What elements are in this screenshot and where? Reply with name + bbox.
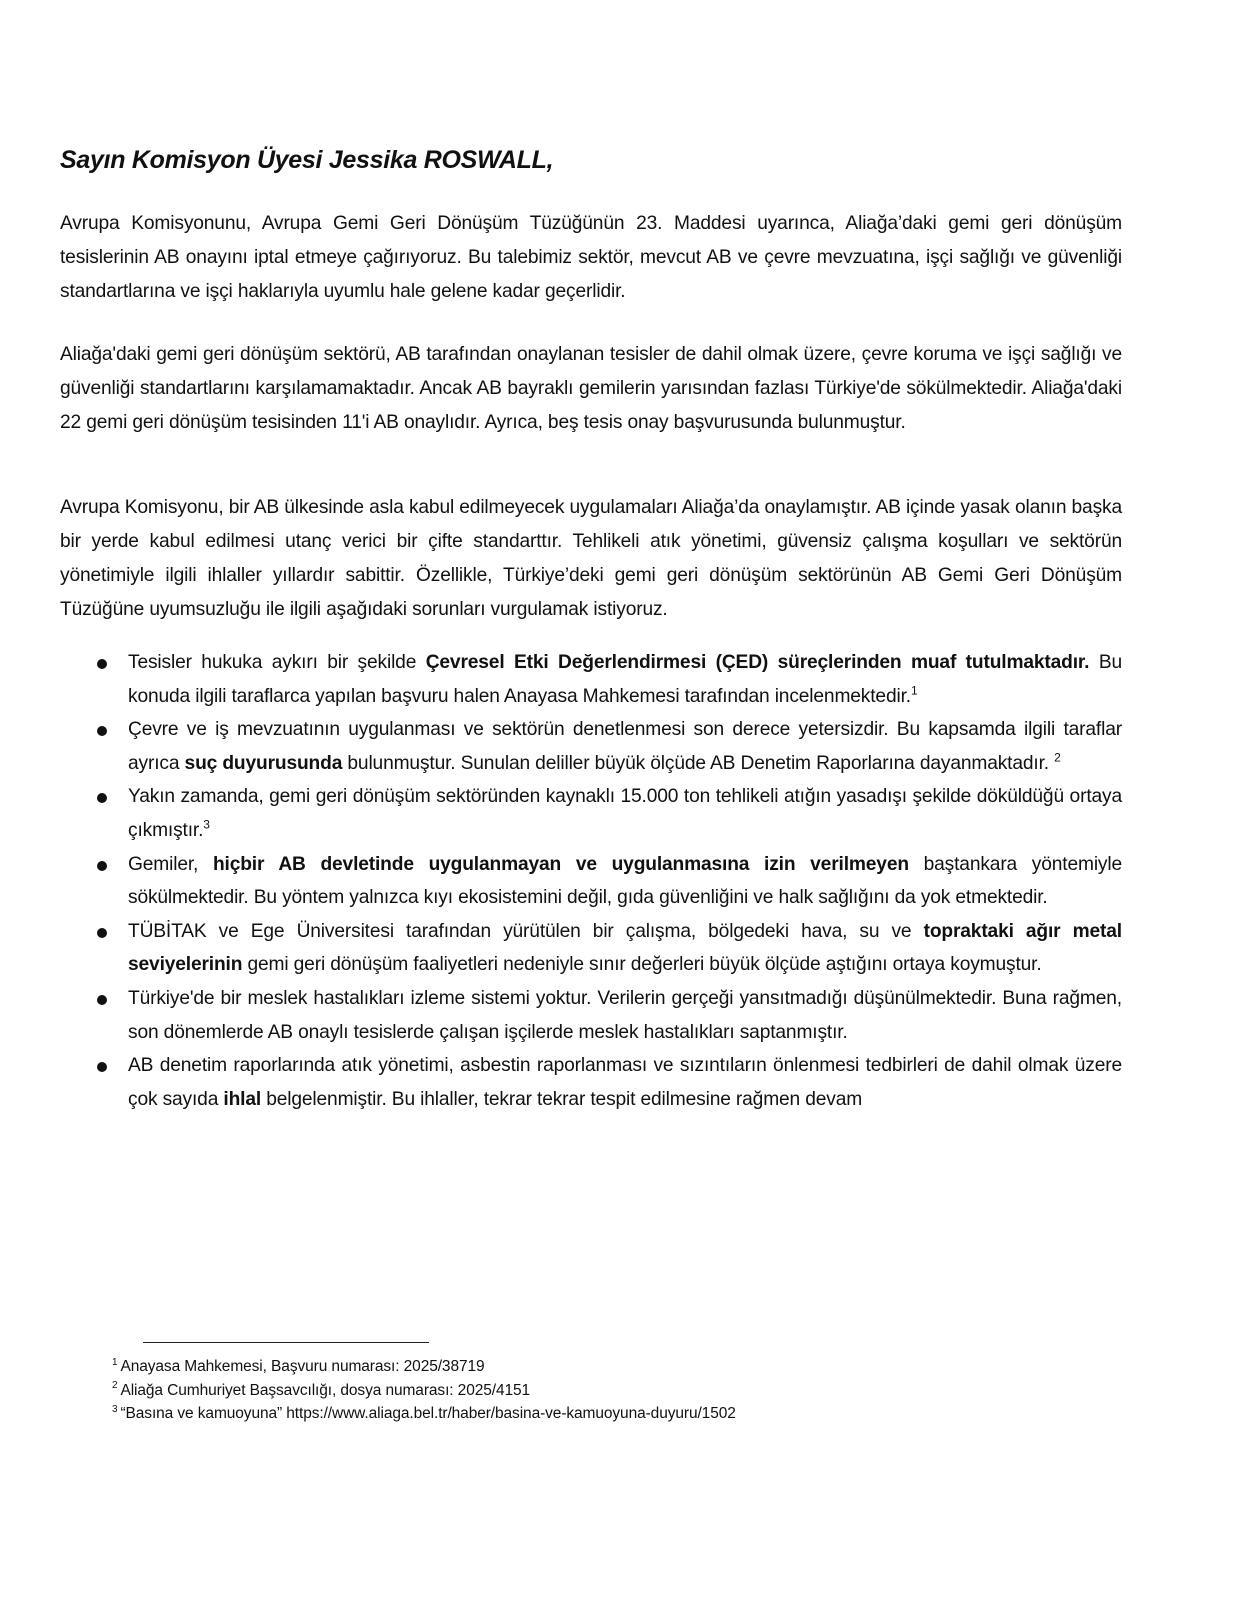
bullet-icon xyxy=(97,1062,107,1072)
issue-text: Türkiye'de bir meslek hastalıkları izleme sistemi yoktur. Verilerin gerçeği yansıtmadığı düşünülmektedir. Buna rağmen, son dönemlerde AB onaylı tesislerde çalışan işçilerde meslek hastalıkları saptanmıştır. xyxy=(128,987,1122,1043)
issue-item-hazardous-waste xyxy=(60,780,1122,847)
issue-emphasis: topraktaki ağır metal seviyelerinin xyxy=(128,920,1122,976)
issue-item-occupational-disease xyxy=(60,982,1122,1049)
issue-item-heavy-metals xyxy=(60,915,1122,982)
footnote-number: 1 xyxy=(112,1356,118,1368)
footnote-text: Aliağa Cumhuriyet Başsavcılığı, dosya numarası: 2025/4151 xyxy=(120,1381,531,1399)
issue-text: bulunmuştur. Sunulan deliller büyük ölçüde AB Denetim Raporlarına dayanmaktadır. xyxy=(342,752,1055,774)
issue-text: baştankara yöntemiyle sökülmektedir. Bu yöntem yalnızca kıyı ekosistemini değil, gıda güvenliğini ve halk sağlığını da yok etmektedir. xyxy=(128,853,1123,909)
issue-emphasis: hiçbir AB devletinde uygulanmayan ve uygulanmasına izin verilmeyen xyxy=(212,853,909,875)
issue-emphasis: Çevresel Etki Değerlendirmesi (ÇED) süreçlerinden muaf tutulmaktadır. xyxy=(425,652,1090,673)
issue-text: gemi geri dönüşüm faaliyetleri nedeniyle sınır değerleri büyük ölçüde aştığını ortaya koymuştur. xyxy=(242,954,1042,976)
issues-list xyxy=(60,646,1122,1116)
footnote-text: Anayasa Mahkemesi, Başvuru numarası: 2025/38719 xyxy=(120,1358,485,1375)
bullet-icon xyxy=(97,995,107,1005)
footnote-divider xyxy=(143,1342,429,1343)
bullet-icon xyxy=(97,928,107,938)
issue-text: Gemiler, xyxy=(128,853,213,875)
footnote-ref-3[interactable]: 3 xyxy=(203,817,210,832)
paragraph-sector-status: Aliağa'daki gemi geri dönüşüm sektörü, AB tarafından onaylanan tesisler de dahil olmak üzere, çevre koruma ve işçi sağlığı ve güvenliği standartlarını karşılamamaktadır. Ancak AB bayraklı gemilerin yarısından fazlası Türkiye'de sökülmektedir. Aliağa'daki 22 gemi geri dönüşüm tesisinden 11'i AB onaylıdır. Ayrıca, beş tesis onay başvurusunda bulunmuştur. xyxy=(60,344,1122,433)
footnote-link-text[interactable]: “Basına ve kamuoyuna” https://www.aliaga.bel.tr/haber/basina-ve-kamuoyuna-duyuru/1502 xyxy=(120,1405,736,1422)
footnote-number: 3 xyxy=(112,1403,118,1415)
issue-text: Yakın zamanda, gemi geri dönüşüm sektöründen kaynaklı 15.000 ton tehlikeli atığın yasadışı şekilde döküldüğü ortaya çıkmıştır. xyxy=(128,786,1122,841)
footnotes xyxy=(112,1355,736,1426)
footnote-1 xyxy=(112,1355,736,1379)
issue-item-enforcement xyxy=(60,713,1122,780)
footnote-ref-1[interactable]: 1 xyxy=(910,683,918,698)
footnote-ref-2[interactable]: 2 xyxy=(1054,750,1061,765)
issue-text: TÜBİTAK ve Ege Üniversitesi tarafından yürütülen bir çalışma, bölgedeki hava, su ve xyxy=(128,920,924,942)
issue-item-beaching-method xyxy=(60,848,1122,915)
issue-emphasis: ihlal xyxy=(223,1088,262,1110)
paragraph-double-standard: Avrupa Komisyonu, bir AB ülkesinde asla kabul edilmeyecek uygulamaları Aliağa’da onaylamıştır. AB içinde yasak olanın başka bir yerde kabul edilmesi utanç verici bir çifte standarttır. Tehlikeli atık yönetimi, güvensiz çalışma koşulları ve sektörün yönetimiyle ilgili ihlaller yıllardır sabittir. Özellikle, Türkiye’deki gemi geri dönüşüm sektörünün AB Gemi Geri Dönüşüm Tüzüğüne uyumsuzluğu ile ilgili aşağıdaki sorunları vurgulamak istiyoruz. xyxy=(60,497,1122,620)
bullet-icon xyxy=(97,659,107,669)
issue-text: Tesisler hukuka aykırı bir şekilde xyxy=(128,652,426,673)
paragraph-request: Avrupa Komisyonunu, Avrupa Gemi Geri Dönüşüm Tüzüğünün 23. Maddesi uyarınca, Aliağa’daki gemi geri dönüşüm tesislerinin AB onayını iptal etmeye çağırıyoruz. Bu talebimiz sektör, mevcut AB ve çevre mevzuatına, işçi sağlığı ve güvenliği standartlarına ve işçi haklarıyla uyumlu hale gelene kadar geçerlidir. xyxy=(60,213,1122,302)
footnote-2 xyxy=(112,1379,736,1403)
issue-text: AB denetim raporlarında atık yönetimi, asbestin raporlanması ve sızıntıların önlenmesi tedbirleri de dahil olmak üzere çok sayıda xyxy=(128,1055,1122,1110)
footnote-3[interactable] xyxy=(112,1402,736,1426)
issue-text: Bu konuda ilgili taraflarca yapılan başvuru halen Anayasa Mahkemesi tarafından incelenmektedir. xyxy=(128,652,1123,707)
bullet-icon xyxy=(97,861,107,871)
issue-text: belgelenmiştir. Bu ihlaller, tekrar tekrar tespit edilmesine rağmen devam xyxy=(261,1088,863,1110)
issue-emphasis: suç duyurusunda xyxy=(184,752,343,774)
salutation: Sayın Komisyon Üyesi Jessika ROSWALL, xyxy=(60,146,554,174)
issue-text: Çevre ve iş mevzuatının uygulanması ve sektörün denetlenmesi son derece yetersizdir. Bu kapsamda ilgili taraflar ayrıca xyxy=(128,719,1122,774)
issue-item-audit-violations xyxy=(60,1049,1122,1116)
issue-item-eia-exemption xyxy=(60,646,1122,713)
bullet-icon xyxy=(97,793,107,803)
footnote-number: 2 xyxy=(112,1380,118,1392)
bullet-icon xyxy=(97,726,107,736)
